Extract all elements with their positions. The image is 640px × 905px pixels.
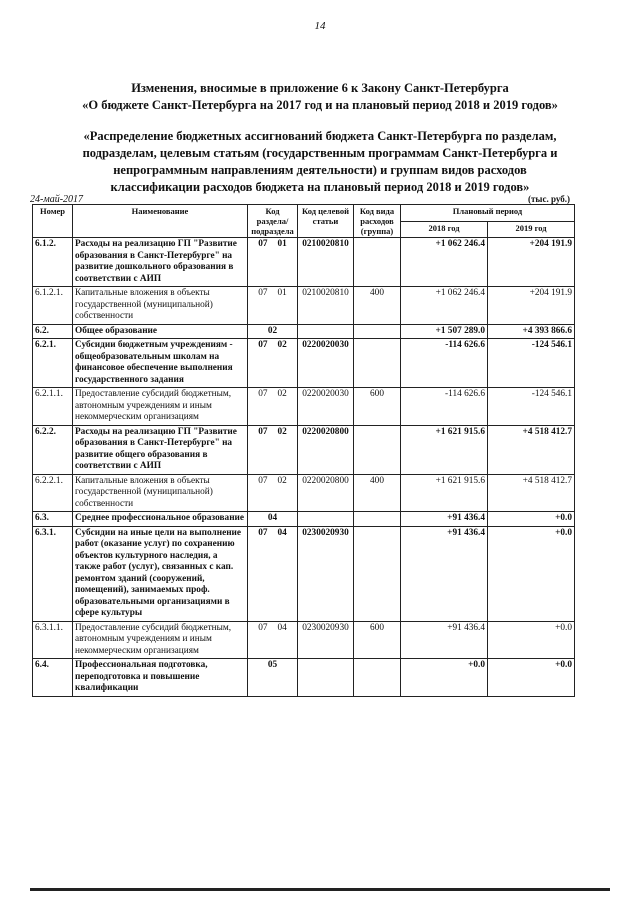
cell-subsection: 04 — [277, 527, 287, 538]
cell-number: 6.2. — [33, 324, 73, 339]
cell-name: Капитальные вложения в объекты государственной (муниципальной) собственности — [73, 474, 248, 512]
cell-target-code: 0210020810 — [298, 238, 354, 287]
cell-name: Расходы на реализацию ГП "Развитие образования в Санкт-Петербурге" на развитие дошкольного образования в соответствии с АИП — [73, 238, 248, 287]
cell-section-code — [248, 512, 298, 527]
cell-name: Капитальные вложения в объекты государственной (муниципальной) собственности — [73, 287, 248, 325]
header-target-code: Код целевой статьи — [298, 205, 354, 238]
cell-section-code — [248, 621, 298, 659]
table-header — [33, 205, 575, 238]
table-row — [33, 339, 575, 388]
subtitle-line-3: непрограммным направлениям деятельности) и группам видов расходов — [113, 163, 527, 177]
header-section-code: Код раздела/ подраздела — [248, 205, 298, 238]
cell-value-2019: -124 546.1 — [488, 339, 575, 388]
cell-number: 6.1.2.1. — [33, 287, 73, 325]
cell-number: 6.2.1.1. — [33, 388, 73, 426]
cell-value-2018: +1 062 246.4 — [401, 287, 488, 325]
cell-number: 6.1.2. — [33, 238, 73, 287]
cell-type-code — [354, 512, 401, 527]
cell-target-code — [298, 659, 354, 697]
cell-target-code: 0220020030 — [298, 339, 354, 388]
cell-section: 07 — [258, 239, 268, 249]
cell-value-2019: +4 518 412.7 — [488, 425, 575, 474]
cell-subsection: 04 — [267, 513, 278, 523]
cell-subsection: 01 — [277, 239, 287, 249]
cell-section: 07 — [258, 622, 268, 633]
cell-target-code — [298, 324, 354, 339]
cell-value-2019: +0.0 — [488, 512, 575, 527]
title-line-1: Изменения, вносимые в приложение 6 к Закону Санкт-Петербурга — [131, 81, 509, 95]
budget-table — [32, 204, 575, 697]
cell-subsection: 02 — [277, 426, 287, 437]
header-name: Наименование — [73, 205, 248, 238]
table-row — [33, 238, 575, 287]
cell-section: 07 — [258, 340, 268, 350]
cell-target-code: 0220020030 — [298, 388, 354, 426]
cell-subsection: 02 — [277, 475, 287, 486]
table-row — [33, 659, 575, 697]
cell-subsection: 01 — [277, 288, 287, 298]
cell-subsection: 02 — [277, 389, 287, 399]
cell-section-code — [248, 287, 298, 325]
table-row — [33, 388, 575, 426]
document-subtitle — [30, 128, 610, 196]
cell-section-code — [248, 425, 298, 474]
cell-target-code — [298, 512, 354, 527]
table-row — [33, 512, 575, 527]
cell-value-2019: +0.0 — [488, 526, 575, 621]
cell-type-code — [354, 238, 401, 287]
table-row — [33, 621, 575, 659]
cell-section-code — [248, 238, 298, 287]
cell-section: 07 — [258, 288, 268, 298]
cell-value-2018: +91 436.4 — [401, 512, 488, 527]
cell-type-code: 600 — [354, 621, 401, 659]
cell-type-code — [354, 526, 401, 621]
header-type-code: Код вида расходов (группа) — [354, 205, 401, 238]
cell-type-code: 400 — [354, 474, 401, 512]
table-row — [33, 425, 575, 474]
cell-target-code: 0220020800 — [298, 474, 354, 512]
document-title — [30, 80, 610, 114]
cell-target-code: 0220020800 — [298, 425, 354, 474]
cell-value-2018: +1 507 289.0 — [401, 324, 488, 339]
cell-value-2018: +0.0 — [401, 659, 488, 697]
cell-name: Профессиональная подготовка, переподготовка и повышение квалификации — [73, 659, 248, 697]
cell-section-code — [248, 659, 298, 697]
cell-section-code — [248, 526, 298, 621]
cell-number: 6.2.1. — [33, 339, 73, 388]
cell-value-2019: +204 191.9 — [488, 287, 575, 325]
cell-value-2018: +1 062 246.4 — [401, 238, 488, 287]
units-label: (тыс. руб.) — [528, 194, 570, 204]
cell-name: Общее образование — [73, 324, 248, 339]
cell-number: 6.2.2.1. — [33, 474, 73, 512]
header-year-2019: 2019 год — [488, 221, 575, 238]
cell-value-2019: +4 393 866.6 — [488, 324, 575, 339]
cell-subsection: 04 — [277, 622, 287, 633]
cell-type-code — [354, 339, 401, 388]
cell-name: Субсидии бюджетным учреждениям - общеобразовательным школам на финансовое обеспечение выполнения государственного задания — [73, 339, 248, 388]
table-row — [33, 474, 575, 512]
cell-section: 07 — [258, 389, 268, 399]
cell-name: Среднее профессиональное образование — [73, 512, 248, 527]
cell-value-2018: +91 436.4 — [401, 621, 488, 659]
cell-section: 07 — [258, 426, 268, 437]
cell-name: Расходы на реализацию ГП "Развитие образования в Санкт-Петербурге" на развитие общего образования в соответствии с АИП — [73, 425, 248, 474]
document-date: 24-май-2017 — [30, 194, 84, 205]
cell-name: Предоставление субсидий бюджетным, автономным учреждениям и иным некоммерческим организациям — [73, 621, 248, 659]
cell-value-2018: +1 621 915.6 — [401, 474, 488, 512]
table-row — [33, 287, 575, 325]
cell-subsection: 05 — [267, 660, 278, 670]
page-number: 14 — [314, 20, 326, 32]
cell-number: 6.3.1.1. — [33, 621, 73, 659]
table-row — [33, 526, 575, 621]
cell-type-code — [354, 324, 401, 339]
page-bottom-rule — [30, 888, 610, 891]
cell-number: 6.3. — [33, 512, 73, 527]
cell-value-2019: +4 518 412.7 — [488, 474, 575, 512]
cell-type-code: 600 — [354, 388, 401, 426]
cell-section-code — [248, 339, 298, 388]
cell-type-code: 400 — [354, 287, 401, 325]
cell-section: 07 — [258, 475, 268, 486]
cell-value-2018: +91 436.4 — [401, 526, 488, 621]
cell-type-code — [354, 659, 401, 697]
header-number: Номер — [33, 205, 73, 238]
cell-value-2018: +1 621 915.6 — [401, 425, 488, 474]
cell-value-2018: -114 626.6 — [401, 388, 488, 426]
cell-value-2018: -114 626.6 — [401, 339, 488, 388]
cell-section-code — [248, 474, 298, 512]
cell-value-2019: -124 546.1 — [488, 388, 575, 426]
cell-value-2019: +204 191.9 — [488, 238, 575, 287]
cell-name: Субсидии на иные цели на выполнение работ (оказание услуг) по сохранению объектов культурного наследия, а также работ (услуг), связанных с кап. ремонтом зданий (сооружений, помещений), занимаемых проф. образовательными организациями в сфере культуры — [73, 526, 248, 621]
cell-section: 07 — [258, 527, 268, 538]
cell-section-code — [248, 324, 298, 339]
cell-value-2019: +0.0 — [488, 659, 575, 697]
cell-type-code — [354, 425, 401, 474]
cell-number: 6.4. — [33, 659, 73, 697]
table-row — [33, 324, 575, 339]
header-year-2018: 2018 год — [401, 221, 488, 238]
cell-name: Предоставление субсидий бюджетным, автономным учреждениям и иным некоммерческим организациям — [73, 388, 248, 426]
table-body — [33, 238, 575, 697]
header-plan-period: Плановый период — [401, 205, 575, 222]
cell-section-code — [248, 388, 298, 426]
subtitle-line-4: классификации расходов бюджета на плановый период 2018 и 2019 годов» — [110, 180, 530, 194]
cell-target-code: 0230020930 — [298, 621, 354, 659]
cell-subsection: 02 — [267, 325, 278, 336]
cell-target-code: 0230020930 — [298, 526, 354, 621]
cell-target-code: 0210020810 — [298, 287, 354, 325]
cell-value-2019: +0.0 — [488, 621, 575, 659]
subtitle-line-1: «Распределение бюджетных ассигнований бюджета Санкт-Петербурга по разделам, — [83, 129, 557, 143]
title-line-2: «О бюджете Санкт-Петербурга на 2017 год и на плановый период 2018 и 2019 годов» — [82, 98, 558, 112]
cell-number: 6.2.2. — [33, 425, 73, 474]
cell-subsection: 02 — [277, 340, 287, 350]
cell-number: 6.3.1. — [33, 526, 73, 621]
subtitle-line-2: подразделам, целевым статьям (государственным программам Санкт-Петербурга и — [82, 146, 558, 160]
